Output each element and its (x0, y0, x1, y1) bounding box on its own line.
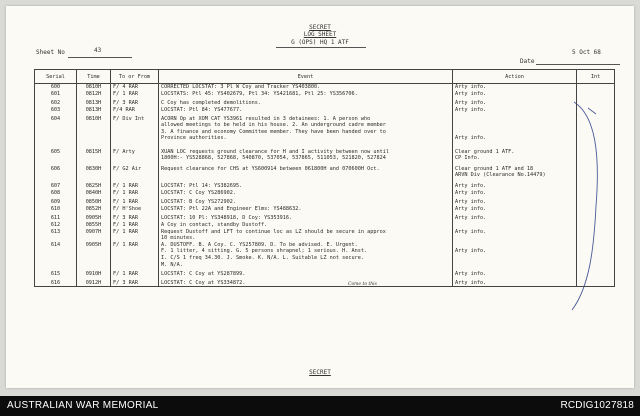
action-cell: Clear ground 1 ATF. CP Info. (453, 149, 577, 166)
col-serial: Serial (35, 70, 77, 84)
table-row (35, 190, 615, 199)
action-cell: Arty info. (453, 84, 577, 91)
table-row (35, 166, 615, 183)
time-cell: 0815H (77, 149, 111, 166)
int-cell (577, 190, 615, 199)
serial-cell: 601 (35, 91, 77, 100)
to-from-cell: F/ 3 RAR (111, 280, 159, 287)
col-int: Int (577, 70, 615, 84)
table-row (35, 100, 615, 107)
int-cell (577, 183, 615, 190)
serial-cell: 607 (35, 183, 77, 190)
to-from-cell: F/ 3 RAR (111, 215, 159, 222)
to-from-cell: F/ 4 RAR (111, 84, 159, 91)
action-cell: Arty info. (453, 100, 577, 107)
archive-name: AUSTRALIAN WAR MEMORIAL (7, 400, 159, 411)
serial-cell: 613 (35, 229, 77, 242)
event-cell: CORRECTED LOCSTAT: 3 Pl W Coy and Tracker YS403800. (159, 84, 453, 91)
table-row (35, 149, 615, 166)
serial-cell: 604 (35, 116, 77, 149)
to-from-cell: F/ 1 RAR (111, 199, 159, 206)
time-cell: 0912H (77, 280, 111, 287)
time-cell: 0907H (77, 229, 111, 242)
table-row (35, 199, 615, 206)
serial-cell: 616 (35, 280, 77, 287)
time-cell: 0855H (77, 222, 111, 229)
serial-cell: 615 (35, 271, 77, 280)
to-from-cell: F/ 1 RAR (111, 183, 159, 190)
serial-cell: 602 (35, 100, 77, 107)
event-cell: LOCSTATS: Ptl 45: YS402679, Ptl 34: YS421681, Ptl 25: YS356706. (159, 91, 453, 100)
date-line (536, 64, 620, 65)
int-cell (577, 280, 615, 287)
unit-name: G (OPS) HQ 1 ATF (291, 39, 349, 46)
to-from-cell: F/ 1 RAR (111, 91, 159, 100)
event-cell: A Coy in contact, standby Dustoff. (159, 222, 453, 229)
time-cell: 0812H (77, 91, 111, 100)
archive-footer-bar (0, 396, 640, 416)
to-from-cell: F/ 1 RAR (111, 271, 159, 280)
event-cell: LOCSTAT: Ptl 14: YS382695. (159, 183, 453, 190)
int-cell (577, 91, 615, 100)
int-cell (577, 229, 615, 242)
action-cell: Arty info. (453, 183, 577, 190)
serial-cell: 612 (35, 222, 77, 229)
int-cell (577, 100, 615, 107)
event-cell: Request Dustoff and LFT to continue loc as LZ should be secure in approx 10 minutes. (159, 229, 453, 242)
time-cell: 0840H (77, 190, 111, 199)
int-cell (577, 116, 615, 149)
serial-cell: 600 (35, 84, 77, 91)
to-from-cell: F/ 1 RAR (111, 229, 159, 242)
table-row (35, 222, 615, 229)
action-cell: Arty info. (453, 206, 577, 215)
col-to-from: To or From (111, 70, 159, 84)
event-cell: LOCSTAT: B Coy YS272902. (159, 199, 453, 206)
sheet-no-line (68, 57, 132, 58)
sheet-number: 43 (94, 47, 102, 54)
log-table (34, 69, 615, 287)
to-from-cell: F/ 1 RAR (111, 222, 159, 229)
event-cell: XUAN LOC requests ground clearance for H and I activity between now until 1800H:- YS528868, 527868, 540870, 537054, 537865, 511053, 521820, 527824 (159, 149, 453, 166)
action-cell: Arty info. (453, 215, 577, 222)
table-row (35, 229, 615, 242)
serial-cell: 603 (35, 107, 77, 116)
unit-underline (276, 47, 366, 48)
col-time: Time (77, 70, 111, 84)
table-row (35, 271, 615, 280)
table-row (35, 242, 615, 271)
document-title: LOG SHEET (303, 31, 337, 38)
action-cell: Arty info. (453, 199, 577, 206)
date-label: Date (520, 58, 535, 65)
sheet-label: Sheet No (36, 49, 65, 56)
int-cell (577, 149, 615, 166)
int-cell (577, 242, 615, 271)
int-cell (577, 206, 615, 215)
int-cell (577, 84, 615, 91)
table-row (35, 84, 615, 91)
table-row (35, 183, 615, 190)
action-cell: Arty info. (453, 280, 577, 287)
to-from-cell: F/ 1 RAR (111, 242, 159, 271)
to-from-cell: F/ 3 RAR (111, 100, 159, 107)
action-cell: Arty info. (453, 242, 577, 271)
col-event: Event (159, 70, 453, 84)
event-cell: LOCSTAT: Ptl 22A and Engineer Elms: YS488632. (159, 206, 453, 215)
action-cell: Arty info. (453, 190, 577, 199)
time-cell: 0905H (77, 215, 111, 222)
int-cell (577, 271, 615, 280)
int-cell (577, 199, 615, 206)
event-cell: Request clearance for CHS at YS600914 between 061800H and 070600H Oct. (159, 166, 453, 183)
event-cell: ACORN Op at XOM CAT YS3961 resulted in 3 detainees: 1. A person who allowed meetings to be held in his house. 2. An underground cadre member 3. A finance and economy Committee member. They have been handed over to Province authorities. (159, 116, 453, 149)
to-from-cell: F/ 1 RAR (111, 190, 159, 199)
to-from-cell: F/ G2 Air (111, 166, 159, 183)
action-cell: Clear ground 1 ATF and 18 ARVN Div (Clearance No.14479) (453, 166, 577, 183)
action-cell: Arty info. (453, 116, 577, 149)
table-row (35, 215, 615, 222)
serial-cell: 605 (35, 149, 77, 166)
event-cell: C Coy has completed demolitions. (159, 100, 453, 107)
time-cell: 0813H (77, 100, 111, 107)
event-cell: LOCSTAT: Ptl 84: YS477677. (159, 107, 453, 116)
time-cell: 0830H (77, 166, 111, 183)
action-cell: Arty info. (453, 107, 577, 116)
int-cell (577, 222, 615, 229)
action-cell: Arty info. (453, 229, 577, 242)
time-cell: 0910H (77, 271, 111, 280)
time-cell: 0810H (77, 116, 111, 149)
event-cell: LOCSTAT: C Coy YS286902. (159, 190, 453, 199)
serial-cell: 609 (35, 199, 77, 206)
handwritten-note: Come to this (348, 282, 377, 287)
to-from-cell: F/ Div Int (111, 116, 159, 149)
event-cell: LOCSTAT: C Coy at YS334872. (159, 280, 453, 287)
action-cell: Arty info. (453, 271, 577, 280)
table-row (35, 107, 615, 116)
serial-cell: 611 (35, 215, 77, 222)
action-cell (453, 222, 577, 229)
classification-header: SECRET (309, 24, 331, 31)
col-action: Action (453, 70, 577, 84)
int-cell (577, 107, 615, 116)
date-value: 5 Oct 68 (572, 49, 601, 56)
log-table-header (35, 70, 615, 84)
int-cell (577, 215, 615, 222)
serial-cell: 608 (35, 190, 77, 199)
int-cell (577, 166, 615, 183)
table-row (35, 206, 615, 215)
serial-cell: 614 (35, 242, 77, 271)
event-cell: LOCSTAT: 10 Pl: YS348918, D Coy: YS353916. (159, 215, 453, 222)
table-row (35, 91, 615, 100)
time-cell: 0825H (77, 183, 111, 190)
record-id: RCDIG1027818 (560, 400, 634, 411)
serial-cell: 610 (35, 206, 77, 215)
action-cell: Arty info. (453, 91, 577, 100)
serial-cell: 606 (35, 166, 77, 183)
time-cell: 0813H (77, 107, 111, 116)
to-from-cell: F/4 RAR (111, 107, 159, 116)
classification-footer: SECRET (309, 369, 331, 376)
to-from-cell: F/ H'Shoe (111, 206, 159, 215)
table-row (35, 116, 615, 149)
log-table-body (35, 84, 615, 287)
time-cell: 0852H (77, 206, 111, 215)
time-cell: 0850H (77, 199, 111, 206)
time-cell: 0905H (77, 242, 111, 271)
to-from-cell: F/ Arty (111, 149, 159, 166)
event-cell: LOCSTAT: C Coy at YS287899. (159, 271, 453, 280)
event-cell: A. DUSTOFF. B. A Coy. C. YS257809. D. To be advised. E. Urgent. F. 1 litter, 4 sitting. G. 5 persons shrapnel; 1 serious. H. Anst. I. C/S 1 freq 34.30. J. Smoke. K. N/A. L. Suitable LZ not secure. M. N/A. (159, 242, 453, 271)
time-cell: 0810H (77, 84, 111, 91)
table-row (35, 280, 615, 287)
